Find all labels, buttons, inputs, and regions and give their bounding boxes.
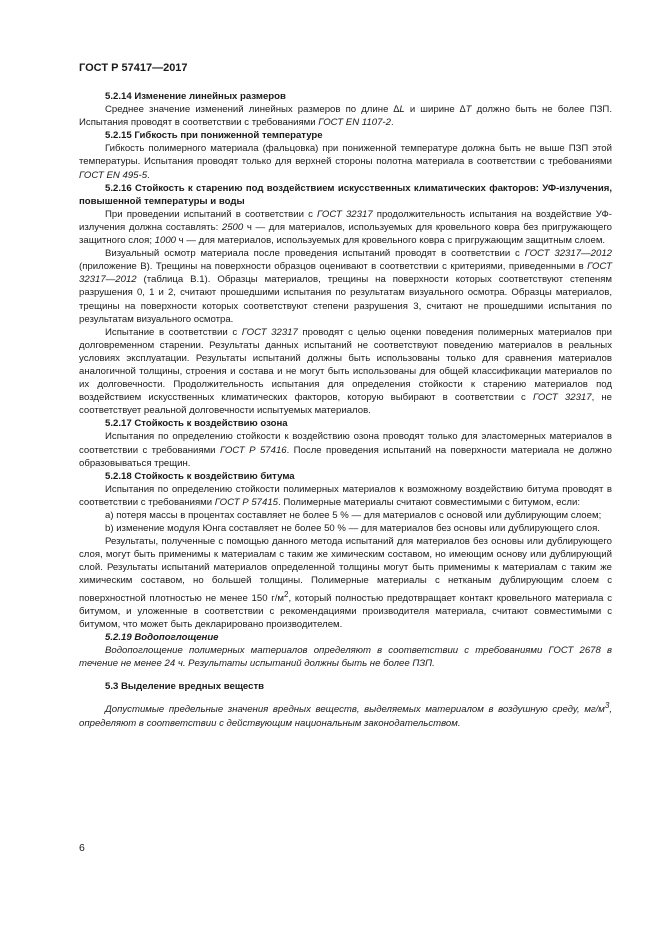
standard-reference: ГОСТ 32317 xyxy=(241,326,298,338)
section-title-5-2-14: 5.2.14 Изменение линейных размеров xyxy=(105,91,286,102)
standard-reference: ГОСТ 32317 xyxy=(317,208,373,220)
section-title-5-2-17: 5.2.17 Стойкость к воздействию озона xyxy=(105,418,288,430)
section-title-5-3: 5.3 Выделение вредных веществ xyxy=(105,681,265,693)
paragraph: Гибкость полимерного материала (фальцовка) при пониженной температуре должна быть не выше ПЗП этой температуры. Испытания проводят только для верхней стороны полотна материала в соответствии с требованиями ГОСТ EN 495-5. xyxy=(79,143,612,181)
paragraph: Испытания по определению стойкости к воздействию озона проводят только для эластомерных материалов в соответствии с требованиями ГОСТ Р 57416. После проведения испытаний на поверхности материала не должно образовываться трещин. xyxy=(79,431,612,469)
list-item: b) изменение модуля Юнга составляет не более 50 % — для материалов без основы или дублирующего слоя. xyxy=(105,523,600,535)
paragraph: Среднее значение изменений линейных размеров по длине ∆L и ширине ∆T должно быть не более ПЗП. Испытания проводят в соответствии с требованиями ГОСТ EN 1107-2. xyxy=(79,104,612,129)
standard-header: ГОСТ Р 57417—2017 xyxy=(79,62,188,74)
section-title-5-2-19: 5.2.19 Водопоглощение xyxy=(105,632,219,644)
paragraph: Визуальный осмотр материала после проведения испытаний проводят в соответствии с ГОСТ 32317—2012 (приложение В). Трещины на поверхности образцов оценивают в соответствии с критериями, приведенными в ГОСТ 32317—2012 (таблица В.1). Образцы материалов, трещины на поверхности которых соответствуют степеням разрушения 0, 1 и 2, считают прошедшими испытания по результатам визуального осмотра. Образцы материалов, трещины на поверхности которых соответствуют степени разрушения 3, считают не прошедшими испытания по результатам визуального осмотра. xyxy=(79,248,612,325)
standard-reference: ГОСТ 32317—2012 xyxy=(524,248,612,260)
standard-reference: ГОСТ Р 57415 xyxy=(214,496,279,508)
standard-reference: ГОСТ EN 1107-2 xyxy=(318,117,391,129)
section-title-5-2-18: 5.2.18 Стойкость к воздействию битума xyxy=(105,470,295,482)
paragraph: Испытания по определению стойкости полимерных материалов к возможному воздействию битума проводят в соответствии с требованиями ГОСТ Р 57415. Полимерные материалы считают совместимыми с битумом, если: xyxy=(79,483,612,508)
document-body xyxy=(79,90,612,730)
paragraph: Допустимые предельные значения вредных веществ, выделяемых материалом в воздушную среду, $мг/м^3$, определяют в соответствии с действующим национальным законодательством. xyxy=(79,701,612,729)
standard-reference: ГОСТ 32317 xyxy=(532,392,592,404)
paragraph: Испытание в соответствии с ГОСТ 32317 проводят с целью оценки поведения полимерных материалов при долговременном старении. Результаты данных испытаний не соответствуют поведению материалов в реальных условиях эксплуатации. Результаты испытаний должны быть использованы только для сравнения материалов аналогичной толщины, строения и состава и не могут быть использованы для общей классификации материалов по их долговечности. Продолжительность испытания для определения стойкости к старению материалов под воздействием искусственных климатических факторов, которую выбирают в соответствии с ГОСТ 32317, не соответствует реальной долговечности испытуемых материалов. xyxy=(79,326,612,417)
standard-reference: ГОСТ EN 495-5 xyxy=(79,169,148,181)
section-title-5-2-15: 5.2.15 Гибкость при пониженной температуре xyxy=(105,130,323,142)
page-number: 6 xyxy=(79,842,85,854)
paragraph: При проведении испытаний в соответствии с ГОСТ 32317 продолжительность испытания на воздействие УФ-излучения должна составлять: 2500 ч — для материалов, используемых для кровельного ковра без пригружающего защитного слоя; 1000 ч — для материалов, используемых для кровельного ковра с пригружающим защитным слоем. xyxy=(79,208,612,247)
standard-reference: ГОСТ 32317—2012 xyxy=(79,261,612,286)
list-item: а) потеря массы в процентах составляет не более 5 % — для материалов с основой или дублирующим слоем; xyxy=(105,510,602,521)
standard-reference: ГОСТ Р 57416 xyxy=(219,444,287,456)
paragraph: Водопоглощение полимерных материалов определяют в соответствии с требованиями ГОСТ 2678 в течение не менее 24 ч. Результаты испытаний должны быть не более ПЗП. xyxy=(79,645,612,670)
section-title-5-2-16: 5.2.16 Стойкость к старению под воздействием искусственных климатических факторов: УФ-излучения, повышенной температуры и воды xyxy=(79,182,612,207)
paragraph: Результаты, полученные с помощью данного метода испытаний для материалов без основы или дублирующего слоя, могут быть применимы к материалам с таким же химическим составом, но имеющим основу или дублирующий слой. Результаты испытаний материалов определенной толщины могут быть применимы к материалам с таким же химическим составом, но большей толщины. Полимерные материалы с нетканым дублирующим слоем с поверхностной плотностью не менее 150 $г/м^2$, который полностью предотвращает контакт кровельного материала с битумом, и уложенные в соответствии с рекомендациями производителя материала, считают совместимыми с битумом, что может быть декларировано производителем. xyxy=(79,536,613,630)
